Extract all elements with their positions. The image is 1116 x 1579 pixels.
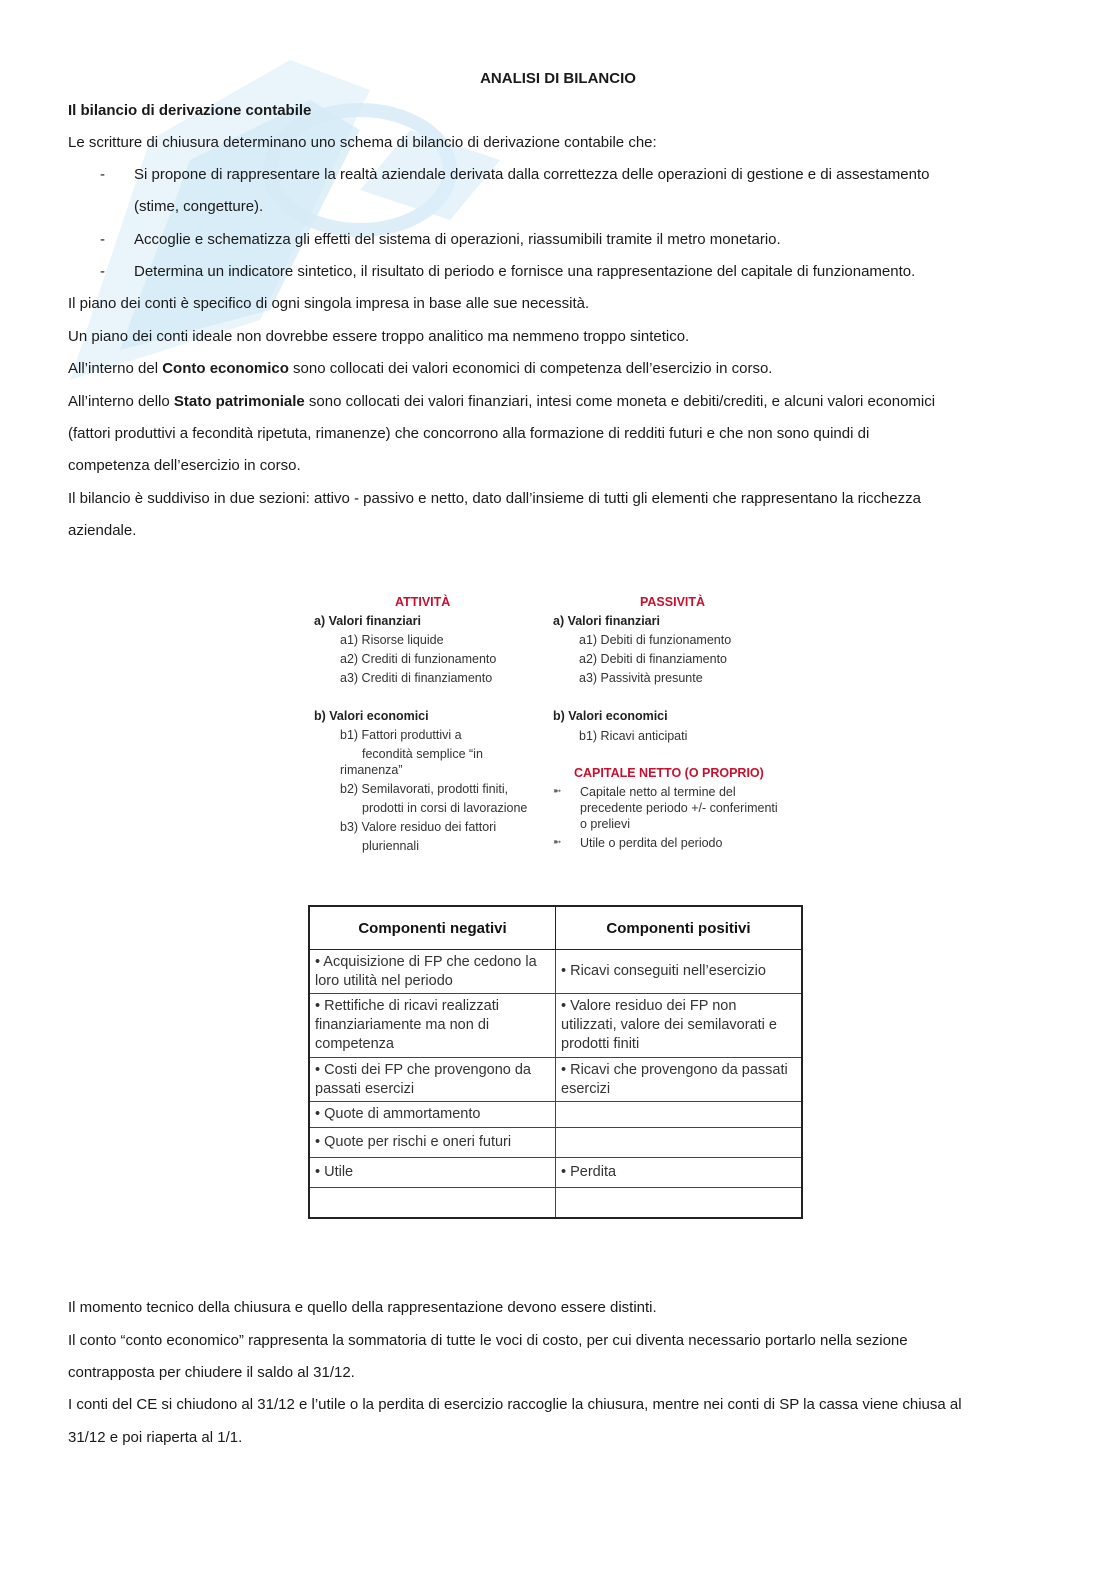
table-row: [309, 994, 802, 1058]
paragraph: Il bilancio è suddiviso in due sezioni: attivo - passivo e netto, dato dall’insieme di tutti gli elementi che rappresentano la ricchezza: [68, 490, 921, 507]
attivita-item: b1) Fattori produttivi a: [340, 728, 462, 742]
attivita-item: pluriennali: [362, 839, 419, 853]
capitale-item: o prelievi: [580, 817, 631, 831]
paragraph: Il conto “conto economico” rappresenta la sommatoria di tutte le voci di costo, per cui diventa necessario portarlo nella sezione: [68, 1332, 908, 1349]
table-cell: • Acquisizione di FP che cedono la loro utilità nel periodo: [309, 950, 556, 994]
components-table: [308, 905, 803, 1219]
attivita-item: a1) Risorse liquide: [340, 633, 444, 647]
passivita-item: a2) Debiti di finanziamento: [579, 652, 727, 666]
arrow-bullet-icon: ➼: [553, 837, 562, 848]
paragraph: Il momento tecnico della chiusura e quello della rappresentazione devono essere distinti.: [68, 1299, 657, 1316]
table-cell: • Quote per rischi e oneri futuri: [309, 1128, 556, 1158]
table-cell: • Costi dei FP che provengono da passati esercizi: [309, 1058, 556, 1102]
bullet-text: Determina un indicatore sintetico, il risultato di periodo e fornisce una rappresentazione del capitale di funzionamento.: [134, 263, 916, 280]
table-cell: • Perdita: [556, 1158, 803, 1188]
passivita-item: b1) Ricavi anticipati: [579, 729, 688, 743]
capitale-item: precedente periodo +/- conferimenti: [580, 801, 778, 815]
table-cell: • Utile: [309, 1158, 556, 1188]
passivita-group: a) Valori finanziari: [553, 614, 660, 628]
paragraph: All’interno dello Stato patrimoniale sono collocati dei valori finanziari, intesi come moneta e debiti/crediti, e alcuni valori economici: [68, 393, 936, 410]
section-heading: Il bilancio di derivazione contabile: [68, 102, 312, 119]
paragraph-continued: (fattori produttivi a fecondità ripetuta, rimanenze) che concorrono alla formazione di redditi futuri e che non sono quindi di: [68, 425, 870, 442]
column-header: Componenti negativi: [309, 906, 556, 950]
table-row: [309, 1158, 802, 1188]
attivita-group: b) Valori economici: [314, 709, 429, 723]
attivita-item: b2) Semilavorati, prodotti finiti,: [340, 782, 509, 796]
table-cell: [309, 1188, 556, 1218]
table-cell: • Rettifiche di ricavi realizzati finanziariamente ma non di competenza: [309, 994, 556, 1058]
paragraph-continued: competenza dell’esercizio in corso.: [68, 457, 301, 474]
passivita-item: a1) Debiti di funzionamento: [579, 633, 732, 647]
table-cell: • Ricavi conseguiti nell’esercizio: [556, 950, 803, 994]
page-title: ANALISI DI BILANCIO: [480, 70, 636, 87]
attivita-item: a3) Crediti di finanziamento: [340, 671, 493, 685]
paragraph-continued: aziendale.: [68, 522, 137, 539]
table-cell: • Quote di ammortamento: [309, 1102, 556, 1128]
table-cell: [556, 1102, 803, 1128]
table-cell: [556, 1128, 803, 1158]
capitale-item: Capitale netto al termine del: [580, 785, 736, 799]
balance-sheet-figure: [312, 590, 812, 860]
paragraph: Un piano dei conti ideale non dovrebbe essere troppo analitico ma nemmeno troppo sintetico.: [68, 328, 690, 345]
bold-term: Stato patrimoniale: [173, 393, 305, 410]
table-row: [309, 1188, 802, 1218]
capitale-netto-heading: CAPITALE NETTO (O PROPRIO): [574, 766, 764, 780]
attivita-item: rimanenza”: [340, 763, 403, 777]
paragraph: I conti del CE si chiudono al 31/12 e l’utile o la perdita di esercizio raccoglie la chiusura, mentre nei conti di SP la cassa viene chiusa al: [68, 1396, 962, 1413]
table-cell: [556, 1188, 803, 1218]
attivita-item: fecondità semplice “in: [362, 747, 483, 761]
paragraph: All’interno del Conto economico sono collocati dei valori economici di competenza dell’esercizio in corso.: [68, 360, 773, 377]
attivita-heading: ATTIVITÀ: [395, 595, 451, 609]
attivita-item: a2) Crediti di funzionamento: [340, 652, 497, 666]
bullet-text: Si propone di rappresentare la realtà aziendale derivata dalla correttezza delle operazioni di gestione e di assestamento: [134, 166, 930, 183]
arrow-bullet-icon: ➼: [553, 786, 562, 797]
bold-term: Conto economico: [162, 360, 289, 377]
table-row: [309, 1102, 802, 1128]
table-row: [309, 950, 802, 994]
attivita-group: a) Valori finanziari: [314, 614, 421, 628]
passivita-item: a3) Passività presunte: [579, 671, 703, 685]
passivita-group: b) Valori economici: [553, 709, 668, 723]
attivita-item: b3) Valore residuo dei fattori: [340, 820, 497, 834]
intro-paragraph: Le scritture di chiusura determinano uno schema di bilancio di derivazione contabile che:: [68, 134, 657, 151]
attivita-item: prodotti in corsi di lavorazione: [362, 801, 528, 815]
passivita-heading: PASSIVITÀ: [640, 595, 706, 609]
bullet-text: Accoglie e schematizza gli effetti del sistema di operazioni, riassumibili tramite il metro monetario.: [134, 231, 781, 248]
column-header: Componenti positivi: [556, 906, 803, 950]
capitale-item: Utile o perdita del periodo: [580, 836, 723, 850]
table-header-row: [309, 906, 802, 950]
bullet-text-continued: (stime, congetture).: [134, 198, 264, 215]
paragraph-continued: 31/12 e poi riaperta al 1/1.: [68, 1429, 243, 1446]
table-cell: • Ricavi che provengono da passati esercizi: [556, 1058, 803, 1102]
table-row: [309, 1058, 802, 1102]
table-row: [309, 1128, 802, 1158]
paragraph: Il piano dei conti è specifico di ogni singola impresa in base alle sue necessità.: [68, 295, 590, 312]
table-cell: • Valore residuo dei FP non utilizzati, valore dei semilavorati e prodotti finiti: [556, 994, 803, 1058]
paragraph-continued: contrapposta per chiudere il saldo al 31/12.: [68, 1364, 355, 1381]
